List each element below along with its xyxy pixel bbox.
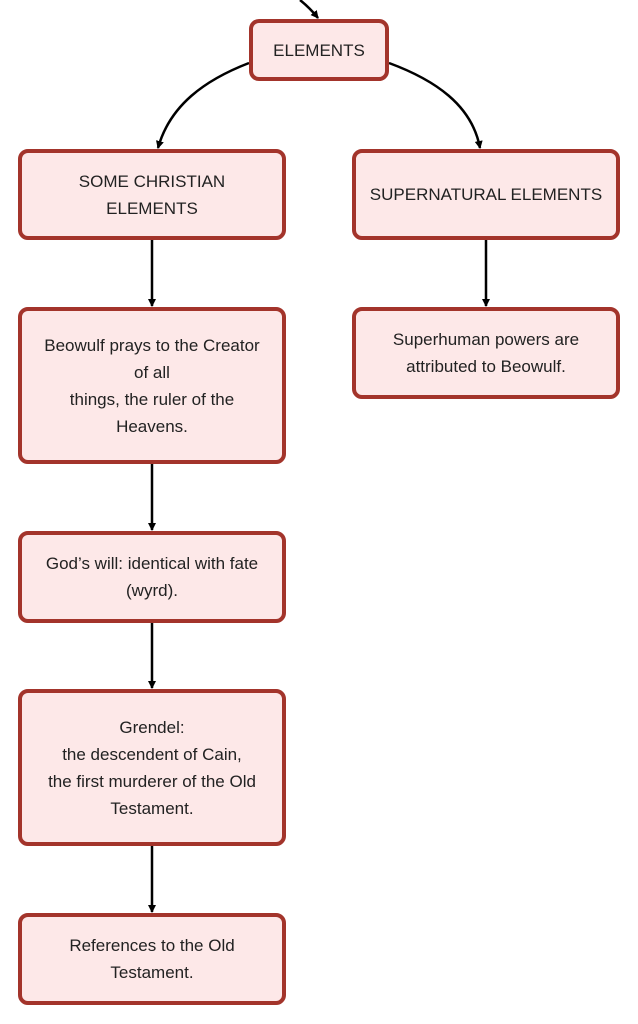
connector-incoming-root [300, 0, 318, 18]
node-superhuman-powers [352, 307, 620, 399]
node-elements-label: ELEMENTS [273, 40, 365, 60]
node-beowulf-prays-label: Beowulf prays to the Creator of all things, the ruler of the Heavens. [44, 335, 260, 436]
node-grendel [18, 689, 286, 846]
node-gods-will [18, 531, 286, 623]
node-supernatural-elements [352, 149, 620, 240]
node-elements [249, 19, 389, 81]
node-references-old-testament [18, 913, 286, 1005]
node-gods-will-label: God’s will: identical with fate (wyrd). [45, 554, 259, 600]
node-references-old-testament-label: References to the Old Testament. [69, 936, 235, 982]
node-supernatural-elements-label: SUPERNATURAL ELEMENTS [369, 185, 603, 204]
node-superhuman-powers-label: Superhuman powers are attributed to Beowulf. [392, 330, 580, 376]
node-some-christian-elements [18, 149, 286, 240]
node-beowulf-prays [18, 307, 286, 464]
connector-root-to-supernatural [389, 63, 480, 148]
node-some-christian-elements-label: SOME CHRISTIAN ELEMENTS [78, 171, 226, 218]
connector-root-to-christian [158, 63, 249, 148]
node-grendel-label: Grendel: the descendent of Cain, the first murderer of the Old Testament. [48, 717, 256, 818]
